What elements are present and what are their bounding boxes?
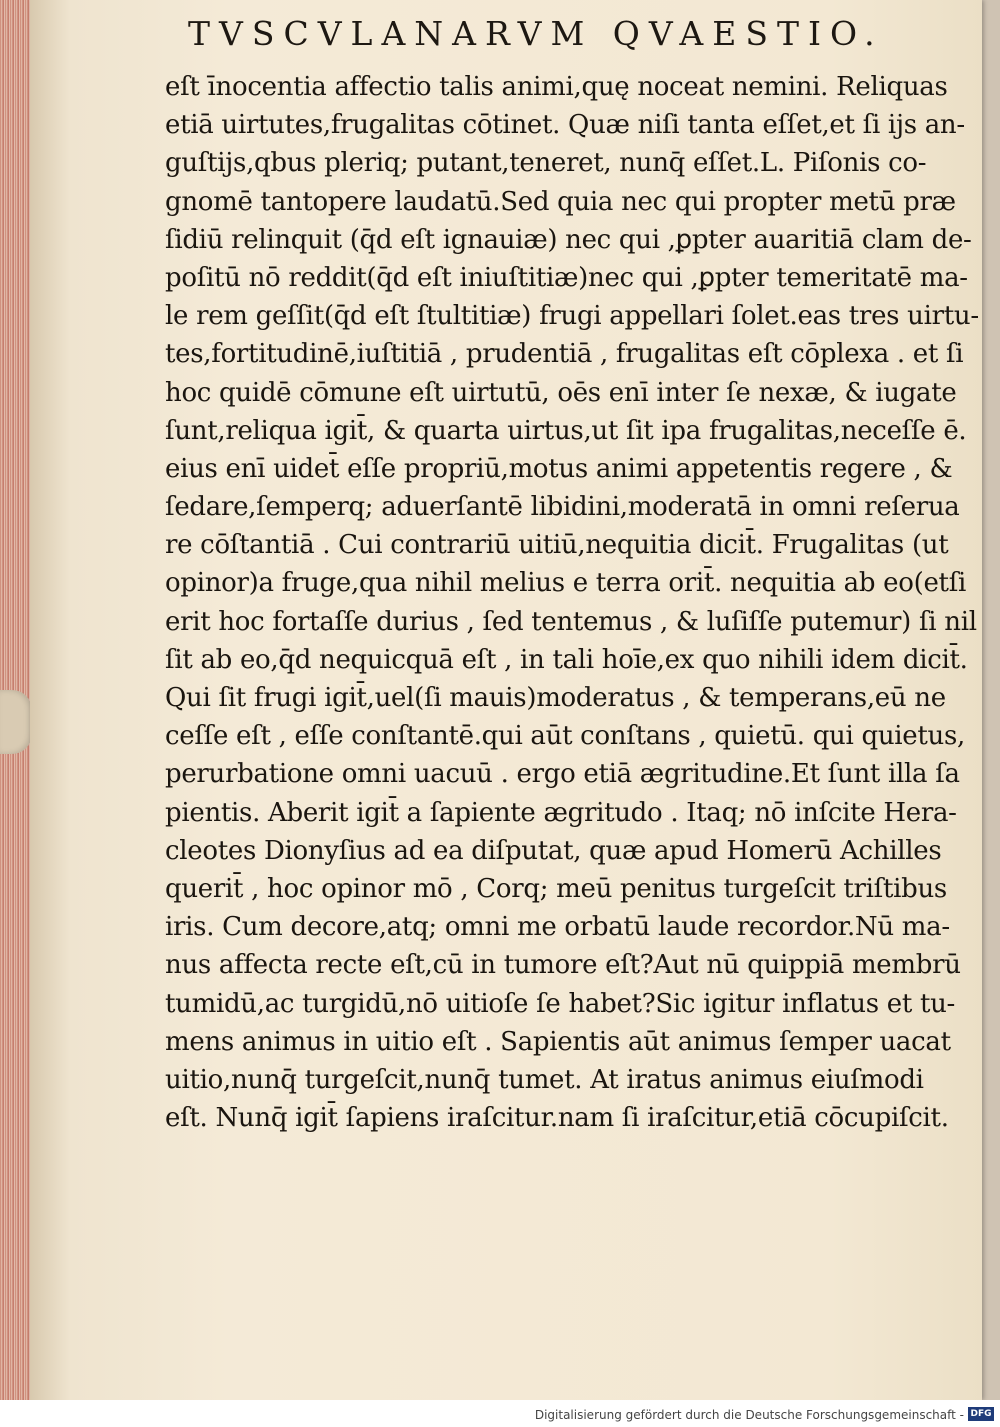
text-line: eſt. Nunq̄ igit̄ ſapiens iraſcitur.nam ſi iraſcitur,etiā cōcupiſcit. [165,1103,949,1134]
running-head: TVSCVLANARVM QVAESTIO. [188,14,884,53]
page-tab-marker [0,690,32,754]
scan-background [982,0,1000,1400]
text-line: iris. Cum decore,atq; omni me orbatū laude recordor.Nū ma- [165,912,950,943]
text-line: ceſſe eſt , eſſe conſtantē.qui aūt conſtans , quietū. qui quietus, [165,721,965,752]
dfg-logo-icon: DFG [968,1407,994,1421]
text-line: eius enī uidet̄ eſſe propriū,motus animi appetentis regere , & [165,453,953,484]
text-line: querit̄ , hoc opinor mō , Corq; meū penitus turgeſcit triſtibus [165,873,947,904]
text-line: perurbatione omni uacuū . ergo etiā ægritudine.Et ſunt illa ſa [165,759,960,790]
text-line: gnomē tantopere laudatū.Sed quia nec qui propter metū præ [165,186,956,217]
footer-credit: Digitalisierung gefördert durch die Deutsche Forschungsgemeinschaft - [534,1408,964,1422]
text-line: guſtijs,qbus pleriq; putant,teneret, nunq̄ eſſet.L. Piſonis co- [165,148,927,179]
text-line: erit hoc fortaſſe durius , ſed tentemus , & luſiſſe putemur) ſi nil [165,606,977,637]
text-line: nus affecta recte eſt,cū in tumore eſt?Aut nū quippiā membrū [165,950,961,981]
text-line: poſitū nō reddit(q̄d eſt iniuſtitiæ)nec qui ,ꝑpter temeritatē ma- [165,262,968,293]
text-line: ſunt,reliqua igit̄, & quarta uirtus,ut ſit ipa frugalitas,neceſſe ē. [165,415,967,446]
text-line: tumidū,ac turgidū,nō uitioſe ſe habet?Sic igitur inflatus et tu- [165,988,956,1019]
text-line: uitio,nunq̄ turgeſcit,nunq̄ tumet. At iratus animus eiuſmodi [165,1064,924,1095]
text-line: re cōſtantiā . Cui contrariū uitiū,nequitia dicit̄. Frugalitas (ut [165,530,949,561]
text-line: hoc quidē cōmune eſt uirtutū, oēs enī inter ſe nexæ, & iugate [165,377,957,408]
body-text [165,68,979,1137]
text-line: etiā uirtutes,frugalitas cōtinet. Quæ niſi tanta eſſet,et ſi ijs an- [165,110,965,141]
text-line: ſedare,ſemperq; aduerſantē libidini,moderatā in omni reſerua [165,492,960,523]
text-line: mens animus in uitio eſt . Sapientis aūt animus ſemper uacat [165,1026,951,1057]
text-line: cleotes Dionyſius ad ea diſputat, quæ apud Homerū Achilles [165,835,942,866]
text-line: Qui ſit frugi igit̄,uel(ſi mauis)moderatus , & temperans,eū ne [165,683,946,713]
text-line: pientis. Aberit igit̄ a ſapiente ægritudo . Itaq; nō inſcite Hera- [165,797,957,828]
text-line: opinor)a fruge,qua nihil melius e terra orit̄. nequitia ab eo(etſi [165,568,967,599]
text-line: ſit ab eo,q̄d nequicquā eſt , in tali hoīe,ex quo nihili idem dicit̄. [165,644,968,675]
text-line: tes,fortitudinē,iuſtitiā , prudentiā , frugalitas eſt cōplexa . et ſi [165,339,964,370]
text-line: ſidiū relinquit (q̄d eſt ignauiæ) nec qui ,ꝑpter auaritiā clam de- [165,224,972,255]
text-line: le rem geſſit(q̄d eſt ſtultitiæ) frugi appellari ſolet.eas tres uirtu- [165,301,979,332]
text-line: eſt īnocentia affectio talis animi,quę noceat nemini. Reliquas [165,72,948,102]
